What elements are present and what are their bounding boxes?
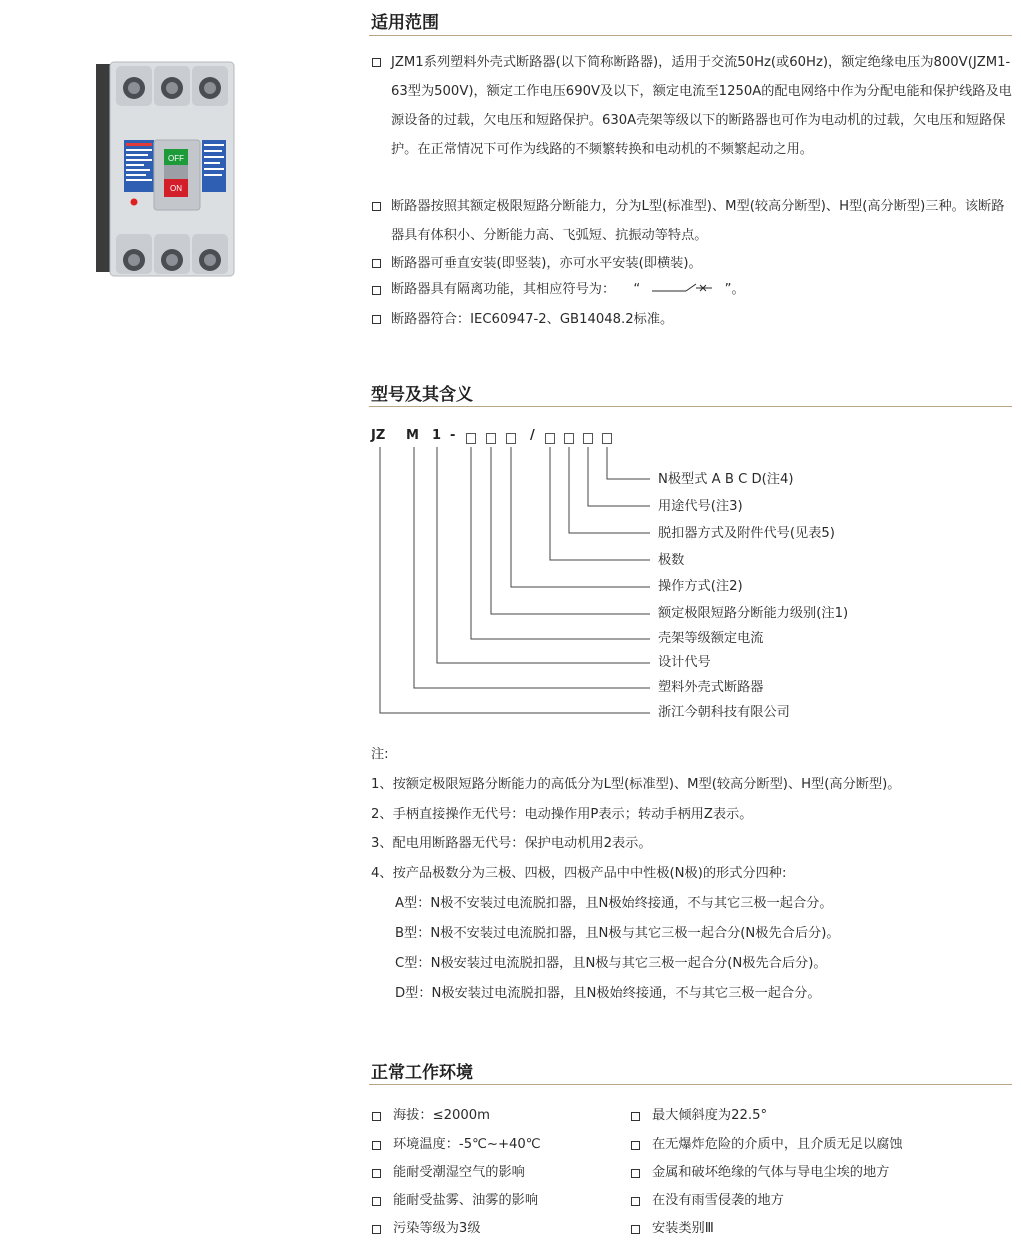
- code-label-company: 浙江今朝科技有限公司: [658, 705, 790, 720]
- env-right-checkbox-4: [631, 1197, 640, 1206]
- note-line-1: 1、按额定极限短路分断能力的高低分为L型(标准型)、M型(较高分断型)、H型(高分断型)。: [371, 777, 901, 792]
- isolation-text: 断路器具有隔离功能，其相应符号为：: [391, 282, 616, 297]
- env-right-checkbox-2: [631, 1141, 640, 1150]
- bottom-terminals: [116, 234, 228, 274]
- note-sub-d: D型：N极安装过电流脱扣器，且N极始终接通，不与其它三极一起合分。: [395, 986, 821, 1001]
- code-box-4: [545, 433, 555, 444]
- scope-section-title: 适用范围: [371, 13, 439, 33]
- scope-bullet-checkbox-1: [372, 58, 381, 67]
- scope-bullet-4: [391, 280, 745, 300]
- env-left-checkbox-1: [372, 1112, 381, 1121]
- env-left-2: 环境温度：-5℃~+40℃: [393, 1137, 541, 1152]
- note-line-4: 4、按产品极数分为三极、四极，四极产品中中性极(N极)的形式分四种:: [371, 866, 787, 881]
- on-label: ON: [170, 184, 182, 193]
- code-label-design-code: 设计代号: [658, 655, 711, 670]
- env-right-2: 在无爆炸危险的介质中，且介质无足以腐蚀: [652, 1137, 903, 1152]
- off-label: OFF: [168, 154, 184, 163]
- note-sub-a: A型：N极不安装过电流脱扣器，且N极始终接通，不与其它三极一起合分。: [395, 896, 833, 911]
- model-code-leader-lines: [370, 444, 660, 719]
- env-left-1: 海拔：≤2000m: [393, 1108, 491, 1123]
- env-left-checkbox-4: [372, 1197, 381, 1206]
- code-box-1: [466, 433, 476, 444]
- scope-bullet-checkbox-5: [372, 315, 381, 324]
- code-label-frame-current: 壳架等级额定电流: [658, 631, 764, 646]
- code-label-poles: 极数: [658, 553, 685, 568]
- scope-section-rule: [369, 35, 1012, 36]
- code-dash: -: [450, 428, 456, 443]
- model-section-title: 型号及其含义: [371, 385, 473, 405]
- env-right-checkbox-5: [631, 1225, 640, 1234]
- env-left-5: 污染等级为3级: [393, 1221, 481, 1236]
- env-right-3: 金属和破坏绝缘的气体与导电尘埃的地方: [652, 1165, 890, 1180]
- isolation-quote-close: ”。: [724, 282, 745, 297]
- code-letters-jz: JZ: [371, 428, 386, 443]
- code-box-6: [583, 433, 593, 444]
- scope-bullet-3: 断路器可垂直安装(即竖装)，亦可水平安装(即横装)。: [391, 256, 702, 271]
- circuit-breaker-product-image: [94, 60, 239, 280]
- code-box-3: [506, 433, 516, 444]
- code-box-5: [564, 433, 574, 444]
- code-label-trip-mode: 脱扣器方式及附件代号(见表5): [658, 526, 835, 541]
- code-letter-m: M: [406, 428, 419, 443]
- code-box-7: [602, 433, 612, 444]
- env-right-checkbox-1: [631, 1112, 640, 1121]
- env-right-checkbox-3: [631, 1169, 640, 1178]
- env-left-4: 能耐受盐雾、油雾的影响: [393, 1193, 539, 1208]
- env-left-checkbox-2: [372, 1141, 381, 1150]
- note-sub-b: B型：N极不安装过电流脱扣器，且N极与其它三极一起合分(N极先合后分)。: [395, 926, 840, 941]
- scope-bullet-checkbox-4: [372, 286, 381, 295]
- env-right-4: 在没有雨雪侵袭的地方: [652, 1193, 784, 1208]
- environment-section-rule: [369, 1084, 1012, 1085]
- code-label-mccb: 塑料外壳式断路器: [658, 680, 764, 695]
- note-sub-c: C型：N极安装过电流脱扣器，且N极与其它三极一起合分(N极先合后分)。: [395, 956, 827, 971]
- code-box-2: [486, 433, 496, 444]
- code-label-operation: 操作方式(注2): [658, 579, 743, 594]
- notes-heading: 注:: [371, 747, 389, 762]
- scope-bullet-5: 断路器符合：IEC60947-2、GB14048.2标准。: [391, 312, 674, 327]
- scope-bullet-1: JZM1系列塑料外壳式断路器(以下简称断路器)，适用于交流50Hz(或60Hz)，额定绝缘电压为800V(JZM1-63型为500V)，额定工作电压690V及以下，额定电流至1250A的配电网络中作为分配电能和保护线路及电源设备的过载，欠电压和短路保护。630A壳架等级以下的断路器也可作为电动机的过载，欠电压和短路保护。在正常情况下可作为线路的不频繁转换和电动机的不频繁起动之用。: [391, 55, 1012, 157]
- top-terminals: [116, 66, 228, 106]
- breaker-handle: [164, 165, 188, 179]
- right-label-panel: [202, 140, 226, 192]
- scope-bullet-checkbox-3: [372, 259, 381, 268]
- red-indicator-dot: [131, 199, 138, 206]
- env-right-5: 安装类别Ⅲ: [652, 1221, 714, 1236]
- env-left-3: 能耐受潮湿空气的影响: [393, 1165, 525, 1180]
- scope-bullet-2: 断路器按照其额定极限短路分断能力，分为L型(标准型)、M型(较高分断型)、H型(高分断型)三种。该断路器具有体积小、分断能力高、飞弧短、抗振动等特点。: [391, 199, 1005, 243]
- code-slash: /: [530, 428, 535, 443]
- env-right-1: 最大倾斜度为22.5°: [652, 1108, 768, 1123]
- note-line-2: 2、手柄直接操作无代号：电动操作用P表示；转动手柄用Z表示。: [371, 807, 753, 822]
- code-label-breaking-capacity: 额定极限短路分断能力级别(注1): [658, 606, 849, 621]
- code-label-n-pole-type: N极型式 A B C D(注4): [658, 472, 794, 487]
- isolation-quote-open: “: [633, 282, 641, 297]
- env-left-checkbox-3: [372, 1169, 381, 1178]
- model-section-rule: [369, 406, 1012, 407]
- code-label-use: 用途代号(注3): [658, 499, 743, 514]
- env-left-checkbox-5: [372, 1225, 381, 1234]
- left-label-panel: [124, 140, 154, 192]
- note-line-3: 3、配电用断路器无代号：保护电动机用2表示。: [371, 836, 652, 851]
- isolation-symbol-icon: [650, 281, 714, 295]
- scope-bullet-checkbox-2: [372, 202, 381, 211]
- environment-section-title: 正常工作环境: [371, 1063, 473, 1083]
- code-letter-1: 1: [432, 428, 442, 443]
